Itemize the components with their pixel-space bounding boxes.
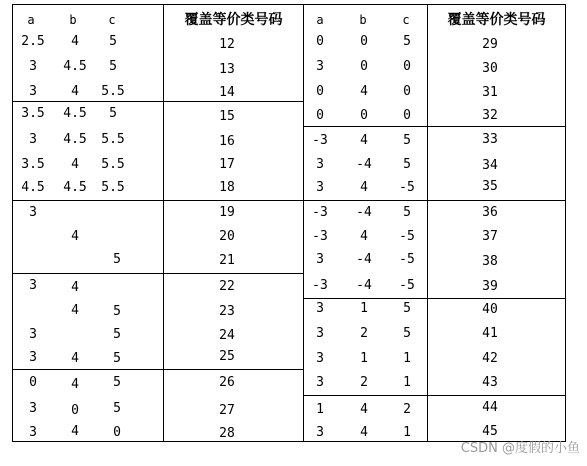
- cell-b: 4: [71, 229, 79, 244]
- cell-b: 4: [360, 402, 368, 417]
- cell-c: 0: [403, 59, 411, 74]
- cell-code: 43: [482, 375, 498, 390]
- cell-b: [58, 201, 92, 225]
- cell-b: 1: [360, 301, 368, 316]
- left-group-separator: [12, 369, 304, 370]
- cell-code: 23: [219, 304, 235, 319]
- cell-a: 3: [29, 205, 37, 220]
- cell-c: 5: [403, 326, 411, 341]
- cell-c: 1: [403, 351, 411, 366]
- cell-a: 0: [316, 34, 324, 49]
- cell-c: -5: [399, 180, 415, 195]
- cell-b: [58, 248, 92, 272]
- cell-b: 4.5: [63, 180, 87, 195]
- right-header-b: b: [359, 13, 367, 27]
- cell-c: 5: [109, 106, 117, 121]
- cell-b: 0: [360, 59, 368, 74]
- cell-b: 4: [71, 377, 79, 392]
- cell-c: -5: [399, 229, 415, 244]
- cell-code: 38: [482, 254, 498, 269]
- cell-a: 3: [29, 84, 37, 99]
- cell-code: 35: [482, 179, 498, 194]
- cell-c: 5.5: [101, 132, 125, 147]
- cell-code: 26: [219, 375, 235, 390]
- cell-c: -5: [399, 278, 415, 293]
- cell-a: 3: [29, 132, 37, 147]
- cell-code: 25: [219, 349, 235, 364]
- cell-a: 3: [316, 157, 324, 172]
- cell-b: 4.5: [63, 59, 87, 74]
- cell-code: 21: [219, 253, 235, 268]
- cell-b: -4: [356, 252, 372, 267]
- cell-a: 3: [29, 350, 37, 365]
- cell-code: 27: [219, 403, 235, 418]
- cell-b: -4: [356, 205, 372, 220]
- cell-code: 19: [219, 205, 235, 220]
- cell-a: 2.5: [21, 34, 45, 49]
- cell-a: 0: [316, 84, 324, 99]
- cell-c: 5.5: [101, 180, 125, 195]
- cell-a: [16, 299, 50, 323]
- cell-code: 36: [482, 205, 498, 220]
- watermark: CSDN @度假的小鱼: [460, 441, 580, 456]
- cell-c: 0: [113, 425, 121, 440]
- cell-code: 45: [482, 424, 498, 439]
- outer-right-border: [565, 4, 566, 442]
- cell-b: 0: [71, 403, 79, 418]
- cell-a: -3: [312, 133, 328, 148]
- cell-code: 32: [482, 108, 498, 123]
- cell-code: 37: [482, 229, 498, 244]
- cell-a: 0: [29, 375, 37, 390]
- cell-c: 1: [403, 425, 411, 440]
- outer-left-border: [12, 4, 13, 442]
- cell-a: 3: [316, 59, 324, 74]
- cell-code: 33: [482, 132, 498, 147]
- cell-c: 5: [109, 34, 117, 49]
- cell-a: 3: [29, 278, 37, 293]
- cell-c: 5: [113, 252, 121, 267]
- right-header-code: 覆盖等价类号码: [447, 12, 546, 28]
- cell-c: 0: [403, 108, 411, 123]
- cell-b: 0: [360, 108, 368, 123]
- cell-code: 24: [219, 328, 235, 343]
- cell-a: [16, 248, 50, 272]
- left-code-column-divider: [163, 4, 164, 442]
- cell-code: 42: [482, 351, 498, 366]
- cell-b: 4: [71, 280, 79, 295]
- cell-code: 28: [219, 426, 235, 441]
- left-header-a: a: [27, 13, 35, 27]
- right-header-c: c: [402, 13, 410, 27]
- left-header-b: b: [69, 13, 77, 27]
- right-header-a: a: [316, 13, 324, 27]
- cell-a: 3.5: [21, 157, 45, 172]
- right-code-column-divider: [427, 4, 428, 442]
- left-group-separator: [12, 273, 304, 274]
- cell-code: 14: [219, 85, 235, 100]
- cell-b: 4.5: [63, 106, 87, 121]
- cell-b: -4: [356, 278, 372, 293]
- cell-a: [16, 225, 50, 249]
- cell-b: 1: [360, 351, 368, 366]
- cell-a: 3: [316, 252, 324, 267]
- cell-code: 15: [219, 109, 235, 124]
- cell-a: 3: [29, 425, 37, 440]
- cell-a: -3: [312, 278, 328, 293]
- cell-a: 3: [316, 375, 324, 390]
- cell-c: 5: [113, 375, 121, 390]
- cell-a: 3: [316, 425, 324, 440]
- cell-b: 4: [71, 303, 79, 318]
- cell-b: 4.5: [63, 132, 87, 147]
- cell-code: 30: [482, 61, 498, 76]
- cell-a: -3: [312, 205, 328, 220]
- cell-a: 3: [316, 180, 324, 195]
- cell-a: 1: [316, 402, 324, 417]
- cell-b: 4: [360, 180, 368, 195]
- cell-c: 5.5: [101, 157, 125, 172]
- cell-c: 5: [113, 327, 121, 342]
- cell-b: 4: [71, 424, 79, 439]
- cell-b: 4: [71, 84, 79, 99]
- cell-c: 0: [403, 84, 411, 99]
- cell-a: 4.5: [21, 180, 45, 195]
- cell-c: [96, 225, 130, 249]
- cell-code: 40: [482, 302, 498, 317]
- cell-c: 5: [403, 157, 411, 172]
- cell-b: 4: [71, 34, 79, 49]
- cell-code: 31: [482, 85, 498, 100]
- cell-c: 1: [403, 375, 411, 390]
- cell-c: 5: [403, 205, 411, 220]
- cell-a: 3: [29, 401, 37, 416]
- cell-c: 5.5: [101, 84, 125, 99]
- cell-c: [96, 276, 130, 300]
- cell-b: 4: [360, 84, 368, 99]
- cell-code: 29: [482, 37, 498, 52]
- cell-c: -5: [399, 252, 415, 267]
- cell-code: 17: [219, 157, 235, 172]
- cell-b: 0: [360, 34, 368, 49]
- cell-code: 44: [482, 400, 498, 415]
- cell-c: [96, 201, 130, 225]
- cell-b: [58, 323, 92, 347]
- cell-c: 5: [403, 133, 411, 148]
- cell-a: 3: [316, 351, 324, 366]
- cell-code: 41: [482, 326, 498, 341]
- cell-a: 3: [29, 59, 37, 74]
- left-header-code: 覆盖等价类号码: [184, 12, 283, 28]
- cell-c: 5: [403, 34, 411, 49]
- cell-b: 4: [71, 157, 79, 172]
- cell-a: 3: [316, 301, 324, 316]
- cell-b: 2: [360, 326, 368, 341]
- cell-code: 22: [219, 279, 235, 294]
- cell-c: 5: [403, 301, 411, 316]
- cell-b: -4: [356, 157, 372, 172]
- cell-a: 3.5: [21, 106, 45, 121]
- cell-a: 3: [316, 326, 324, 341]
- cell-b: 2: [360, 375, 368, 390]
- cell-code: 20: [219, 229, 235, 244]
- cell-b: 4: [360, 425, 368, 440]
- cell-a: 3: [29, 327, 37, 342]
- cell-code: 13: [219, 62, 235, 77]
- cell-c: 5: [113, 401, 121, 416]
- outer-top-border: [12, 4, 566, 5]
- cell-code: 16: [219, 134, 235, 149]
- cell-c: 5: [113, 351, 121, 366]
- cell-c: 5: [113, 304, 121, 319]
- cell-c: 2: [403, 402, 411, 417]
- cell-code: 34: [482, 158, 498, 173]
- cell-b: 4: [71, 351, 79, 366]
- cell-code: 18: [219, 180, 235, 195]
- cell-code: 39: [482, 279, 498, 294]
- cell-b: 4: [360, 229, 368, 244]
- cell-a: 0: [316, 108, 324, 123]
- cell-b: 4: [360, 133, 368, 148]
- cell-code: 12: [219, 37, 235, 52]
- cell-c: 5: [109, 59, 117, 74]
- cell-a: -3: [312, 229, 328, 244]
- left-header-c: c: [108, 13, 116, 27]
